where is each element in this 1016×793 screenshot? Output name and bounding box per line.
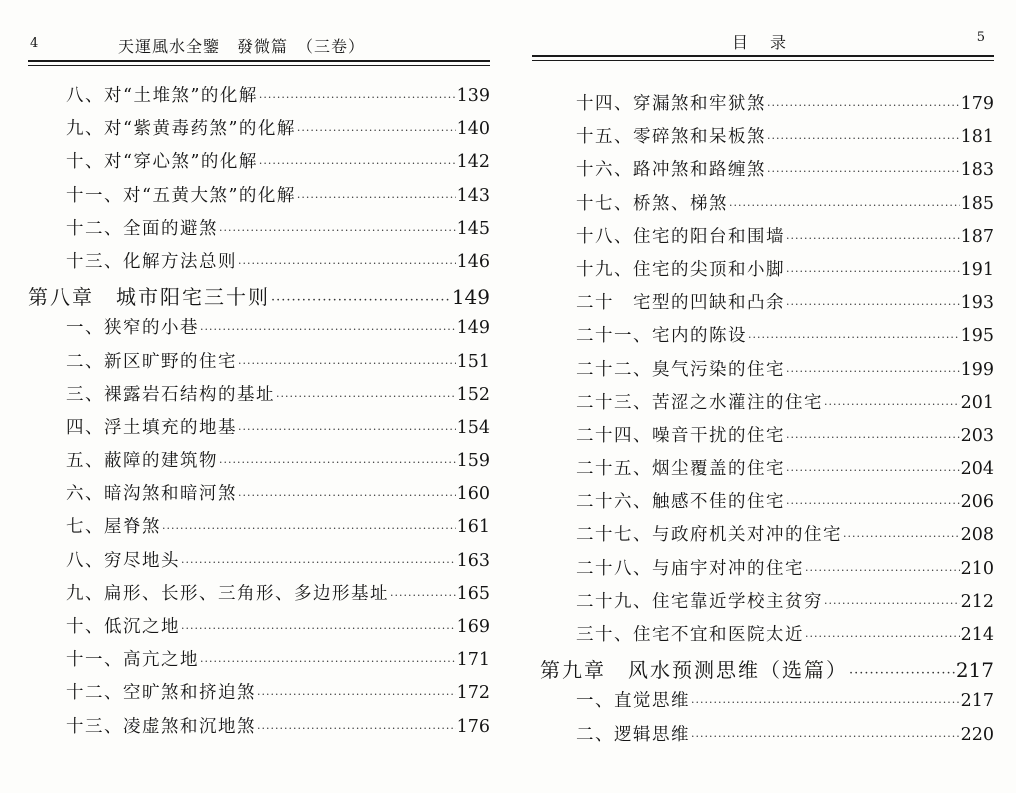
toc-entry-label: 二十四、噪音干扰的住宅 [576, 425, 785, 446]
toc-leader-dots [805, 630, 960, 643]
toc-entry-label: 二十七、与政府机关对冲的住宅 [576, 525, 842, 546]
toc-entry [28, 513, 490, 546]
toc-leader-dots [805, 564, 960, 577]
toc-entry [28, 713, 490, 746]
toc-page-number: 203 [960, 425, 994, 446]
toc-page-number: 159 [456, 451, 490, 472]
toc-leader-dots [276, 390, 456, 403]
toc-entry-label: 八、穷尽地头 [66, 550, 180, 571]
toc-entry-label: 二十 宅型的凹缺和凸余 [576, 293, 785, 314]
toc-entry [532, 256, 994, 289]
toc-page-number: 193 [960, 293, 994, 314]
toc-entry [28, 215, 490, 248]
toc-leader-dots [748, 331, 960, 344]
toc-page-number: 151 [456, 351, 490, 372]
toc-page-number: 145 [456, 218, 490, 239]
toc-entry-label: 九、扁形、长形、三角形、多边形基址 [66, 583, 389, 604]
toc-leader-dots [181, 622, 456, 635]
toc-entry [532, 555, 994, 588]
toc-entry-label: 三十、住宅不宜和医院太近 [576, 625, 804, 645]
toc-page-number: 179 [960, 94, 994, 114]
toc-entry [532, 356, 994, 389]
toc-leader-dots [786, 464, 960, 477]
left-toc-list [28, 82, 490, 746]
toc-leader-dots [729, 199, 960, 212]
toc-page-number: 154 [456, 417, 490, 438]
toc-entry [28, 547, 490, 580]
header-rule-thin [532, 60, 994, 61]
left-running-title: 天運風水全鑒 發微篇 （三卷） [118, 37, 366, 56]
toc-leader-dots [162, 522, 456, 535]
toc-leader-dots [259, 91, 456, 104]
toc-entry [532, 621, 994, 654]
toc-leader-dots [767, 132, 960, 145]
toc-leader-dots [843, 530, 960, 543]
toc-page-number: 152 [456, 384, 490, 405]
toc-entry-label: 四、浮土填充的地基 [66, 417, 237, 438]
toc-page-number: 142 [456, 152, 490, 173]
toc-entry-label: 十五、零碎煞和呆板煞 [576, 127, 766, 148]
toc-entry [532, 190, 994, 223]
toc-entry [28, 248, 490, 281]
toc-leader-dots [219, 456, 456, 469]
toc-leader-dots [238, 423, 456, 436]
right-page [532, 22, 994, 782]
toc-entry-label: 二、逻辑思维 [576, 724, 690, 745]
toc-entry-label: 二十二、臭气污染的住宅 [576, 359, 785, 380]
left-page-number: 4 [30, 36, 40, 51]
toc-entry [532, 123, 994, 156]
toc-entry-label: 十一、对“五黄大煞”的化解 [66, 185, 296, 206]
toc-leader-dots [786, 365, 960, 378]
toc-entry-label: 十、对“穿心煞”的化解 [66, 152, 258, 173]
toc-entry-label: 十七、桥煞、梯煞 [576, 193, 728, 214]
toc-entry [28, 613, 490, 646]
toc-entry-label: 十六、路冲煞和路缠煞 [576, 160, 766, 181]
toc-entry-label: 十、低沉之地 [66, 617, 180, 637]
toc-entry [28, 480, 490, 513]
toc-leader-dots [691, 696, 960, 709]
toc-entry-label: 三、裸露岩石结构的基址 [66, 384, 275, 405]
toc-page-number: 185 [960, 193, 994, 214]
toc-page-number: 206 [960, 492, 994, 513]
toc-page-number: 212 [960, 591, 994, 612]
toc-page-number: 181 [960, 127, 994, 148]
toc-entry [28, 314, 490, 347]
toc-leader-dots [691, 730, 960, 743]
toc-entry [532, 687, 994, 720]
toc-entry-label: 二十六、触感不佳的住宅 [576, 492, 785, 513]
toc-leader-dots [259, 157, 456, 170]
toc-entry-label: 二十五、烟尘覆盖的住宅 [576, 459, 785, 480]
toc-page-number: 208 [960, 525, 994, 546]
toc-chapter-entry [28, 281, 490, 314]
toc-page-number: 161 [456, 517, 490, 538]
toc-leader-dots [786, 265, 960, 278]
toc-entry-label: 二十三、苦涩之水灌注的住宅 [576, 392, 823, 413]
toc-entry [28, 82, 490, 115]
toc-entry [28, 115, 490, 148]
toc-page-number: 199 [960, 359, 994, 380]
toc-entry-label: 二十八、与庙宇对冲的住宅 [576, 558, 804, 579]
toc-page-number: 195 [960, 326, 994, 347]
toc-leader-dots [390, 589, 456, 602]
toc-entry-label: 十三、凌虚煞和沉地煞 [66, 716, 256, 737]
toc-entry-label: 十一、高亢之地 [66, 650, 199, 671]
header-rule-thick [28, 60, 490, 62]
toc-entry [532, 389, 994, 422]
toc-page-number: 176 [456, 716, 490, 737]
toc-page-number: 204 [960, 459, 994, 480]
toc-entry-label: 一、直觉思维 [576, 691, 690, 712]
toc-entry [532, 156, 994, 189]
toc-entry-label: 十四、穿漏煞和牢狱煞 [576, 94, 766, 114]
toc-entry-label: 二十一、宅内的陈设 [576, 326, 747, 347]
toc-entry [28, 646, 490, 679]
toc-page-number: 217 [960, 691, 994, 712]
toc-leader-dots [824, 597, 960, 610]
toc-entry [28, 679, 490, 712]
toc-entry-label: 二、新区旷野的住宅 [66, 351, 237, 372]
toc-page-number: 149 [456, 318, 490, 339]
toc-entry [532, 488, 994, 521]
toc-entry [28, 414, 490, 447]
toc-entry [532, 721, 994, 754]
toc-entry-label: 第八章 城市阳宅三十则 [28, 285, 270, 310]
toc-leader-dots [200, 655, 456, 668]
toc-leader-dots [297, 191, 456, 204]
toc-entry-label: 十八、住宅的阳台和围墙 [576, 226, 785, 247]
toc-page-number: 191 [960, 259, 994, 280]
toc-entry [532, 455, 994, 488]
toc-page-number: 143 [456, 185, 490, 206]
toc-page-number: 183 [960, 160, 994, 181]
toc-leader-dots [238, 489, 456, 502]
toc-entry-label: 十九、住宅的尖顶和小脚 [576, 259, 785, 280]
toc-leader-dots [786, 431, 960, 444]
toc-page-number: 140 [456, 119, 490, 140]
toc-page-number: 139 [456, 86, 490, 106]
toc-entry-label: 五、蔽障的建筑物 [66, 451, 218, 472]
toc-entry [28, 182, 490, 215]
toc-entry [532, 322, 994, 355]
toc-page-number: 210 [960, 558, 994, 579]
header-rule-thick [532, 55, 994, 57]
toc-leader-dots [257, 688, 456, 701]
toc-entry [532, 422, 994, 455]
toc-page-number: 163 [456, 550, 490, 571]
right-toc-list [532, 90, 994, 754]
toc-entry [28, 447, 490, 480]
toc-entry-label: 十二、空旷煞和挤迫煞 [66, 683, 256, 704]
toc-leader-dots [786, 497, 960, 510]
toc-leader-dots [824, 398, 960, 411]
toc-entry [532, 289, 994, 322]
toc-leader-dots [181, 556, 456, 569]
toc-leader-dots [200, 323, 456, 336]
toc-leader-dots [238, 257, 456, 270]
toc-page-number: 160 [456, 484, 490, 505]
toc-leader-dots [297, 124, 456, 137]
toc-entry-label: 二十九、住宅靠近学校主贫穷 [576, 591, 823, 612]
toc-entry-label: 十三、化解方法总则 [66, 251, 237, 272]
toc-entry-label: 八、对“土堆煞”的化解 [66, 86, 258, 106]
scan-watermark-strip [0, 0, 1016, 10]
toc-entry [28, 381, 490, 414]
toc-page-number: 187 [960, 226, 994, 247]
toc-leader-dots [271, 293, 451, 308]
toc-entry [28, 148, 490, 181]
toc-entry [28, 580, 490, 613]
toc-entry-label: 七、屋脊煞 [66, 517, 161, 538]
toc-entry-label: 九、对“紫黄毒药煞”的化解 [66, 119, 296, 140]
toc-leader-dots [786, 298, 960, 311]
header-rule-thin [28, 65, 490, 66]
left-page-header [28, 22, 490, 56]
toc-entry [532, 521, 994, 554]
toc-page-number: 214 [960, 625, 994, 645]
toc-leader-dots [786, 232, 960, 245]
toc-page-number: 201 [960, 392, 994, 413]
toc-entry-label: 六、暗沟煞和暗河煞 [66, 484, 237, 505]
toc-leader-dots [767, 165, 960, 178]
toc-entry-label: 第九章 风水预测思维（选篇） [540, 658, 848, 683]
left-page [28, 22, 490, 782]
toc-entry [28, 348, 490, 381]
toc-chapter-entry [532, 654, 994, 687]
toc-page-number: 169 [456, 617, 490, 637]
toc-leader-dots [767, 99, 960, 112]
toc-entry [532, 223, 994, 256]
right-page-number: 5 [976, 30, 986, 45]
right-page-header [532, 22, 994, 56]
toc-page-number: 171 [456, 650, 490, 671]
toc-entry-label: 一、狭窄的小巷 [66, 318, 199, 339]
toc-page-number: 172 [456, 683, 490, 704]
toc-leader-dots [257, 722, 456, 735]
toc-leader-dots [849, 666, 955, 681]
toc-page-number: 217 [955, 658, 994, 683]
right-running-title: 目录 [732, 33, 809, 52]
toc-page-number: 220 [960, 724, 994, 745]
toc-entry-label: 十二、全面的避煞 [66, 218, 218, 239]
toc-leader-dots [238, 357, 456, 370]
toc-entry [532, 588, 994, 621]
toc-page-number: 165 [456, 583, 490, 604]
toc-page-number: 149 [451, 285, 490, 310]
toc-entry [532, 90, 994, 123]
toc-leader-dots [219, 224, 456, 237]
toc-page-number: 146 [456, 251, 490, 272]
